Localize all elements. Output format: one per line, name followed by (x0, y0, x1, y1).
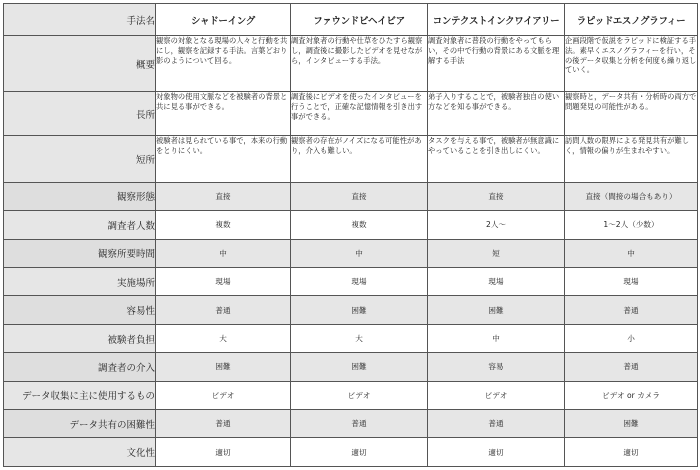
value-cell: 現場 (428, 267, 565, 295)
row-label: 調査者人数 (4, 211, 156, 239)
overview-cell: 調査対象者に普段の行動をやってもらい，その中で行動の背景にある文脈を理解する手法 (428, 36, 565, 92)
attr-row (4, 438, 698, 467)
value-cell: 適切 (428, 438, 565, 467)
value-cell: 1～2人（少数） (565, 211, 698, 239)
method-header-shadowing: シャドーイング (156, 4, 291, 36)
corner-label: 手法名 (4, 4, 156, 36)
value-cell: 困難 (428, 296, 565, 324)
value-cell: 中 (156, 239, 291, 267)
row-label: 調査者の介入 (4, 353, 156, 381)
row-label: 観察形態 (4, 182, 156, 210)
value-cell: 現場 (291, 267, 428, 295)
method-header-rapid-ethnography: ラピッドエスノグラフィー (565, 4, 698, 36)
attr-row (4, 324, 698, 352)
attr-row (4, 182, 698, 210)
value-cell: 普通 (156, 410, 291, 438)
value-cell: 普通 (565, 353, 698, 381)
value-cell: 複数 (156, 211, 291, 239)
attr-row (4, 353, 698, 381)
value-cell: 困難 (291, 353, 428, 381)
attr-row (4, 410, 698, 438)
value-cell: 中 (291, 239, 428, 267)
row-label: 短所 (4, 135, 156, 182)
strength-cell: 対象物の使用文脈などを被験者の背景と共に見る事ができる。 (156, 92, 291, 136)
weakness-cell: 被験者は見られている事で，本来の行動をとりにくい。 (156, 135, 291, 182)
overview-cell: 観察の対象となる現場の人々と行動を共にし，観察を記録する手法。言葉どおり影のようについて回る。 (156, 36, 291, 92)
value-cell: ビデオ (291, 381, 428, 409)
value-cell: 小 (565, 324, 698, 352)
value-cell: 直接 (291, 182, 428, 210)
attr-row (4, 267, 698, 295)
value-cell: 容易 (428, 353, 565, 381)
row-label: 概要 (4, 36, 156, 92)
value-cell: 普通 (156, 296, 291, 324)
value-cell: 中 (565, 239, 698, 267)
strength-cell: 観察時と，データ共有・分析時の両方で問題発見の可能性がある。 (565, 92, 698, 136)
header-row (4, 4, 698, 36)
value-cell: 適切 (565, 438, 698, 467)
value-cell: 現場 (156, 267, 291, 295)
value-cell: ビデオ (156, 381, 291, 409)
row-label: データ収集に主に使用するもの (4, 381, 156, 409)
value-cell: ビデオ or カメラ (565, 381, 698, 409)
overview-cell: 企画段階で仮説をラピッドに検証する手法。素早くエスノグラフィーを行い，その後データ収集と分析を何度も繰り返していく。 (565, 36, 698, 92)
value-cell: 普通 (565, 296, 698, 324)
attr-row (4, 296, 698, 324)
value-cell: 困難 (156, 353, 291, 381)
row-label: 実施場所 (4, 267, 156, 295)
value-cell: 適切 (156, 438, 291, 467)
value-cell: 短 (428, 239, 565, 267)
value-cell: 直接（間接の場合もあり） (565, 182, 698, 210)
weakness-cell: 訪問人数の限界による発見共有が難しく，情報の偏りが生まれやすい。 (565, 135, 698, 182)
attr-row (4, 381, 698, 409)
row-label: 被験者負担 (4, 324, 156, 352)
method-header-fly-on-the-wall: ファウンドビヘイビア (291, 4, 428, 36)
overview-cell: 調査対象者の行動や仕草をひたすら観察し，調査後に撮影したビデオを見せながら，インタビューする手法。 (291, 36, 428, 92)
desc-row-strengths (4, 92, 698, 136)
value-cell: 普通 (428, 410, 565, 438)
attr-row (4, 239, 698, 267)
strength-cell: 弟子入りすることで，被験者独自の使い方などを知る事ができる。 (428, 92, 565, 136)
value-cell: 中 (428, 324, 565, 352)
value-cell: 現場 (565, 267, 698, 295)
attr-row (4, 211, 698, 239)
value-cell: 適切 (291, 438, 428, 467)
desc-row-weaknesses (4, 135, 698, 182)
row-label: データ共有の困難性 (4, 410, 156, 438)
row-label: 長所 (4, 92, 156, 136)
row-label: 容易性 (4, 296, 156, 324)
value-cell: 困難 (565, 410, 698, 438)
value-cell: 複数 (291, 211, 428, 239)
value-cell: 大 (156, 324, 291, 352)
method-comparison-table (3, 3, 698, 467)
value-cell: 困難 (291, 296, 428, 324)
value-cell: ビデオ (428, 381, 565, 409)
weakness-cell: 観察者の存在がノイズになる可能性があり，介入も難しい。 (291, 135, 428, 182)
value-cell: 大 (291, 324, 428, 352)
row-label: 観察所要時間 (4, 239, 156, 267)
weakness-cell: タスクを与える事で，被験者が無意識にやっていることを引き出しにくい。 (428, 135, 565, 182)
value-cell: 普通 (291, 410, 428, 438)
strength-cell: 調査後にビデオを使ったインタビューを行うことで，正確な記憶情報を引き出す事ができる。 (291, 92, 428, 136)
value-cell: 直接 (428, 182, 565, 210)
desc-row-overview (4, 36, 698, 92)
value-cell: 直接 (156, 182, 291, 210)
method-header-contextual-inquiry: コンテクストインクワイアリー (428, 4, 565, 36)
row-label: 文化性 (4, 438, 156, 467)
value-cell: 2人～ (428, 211, 565, 239)
